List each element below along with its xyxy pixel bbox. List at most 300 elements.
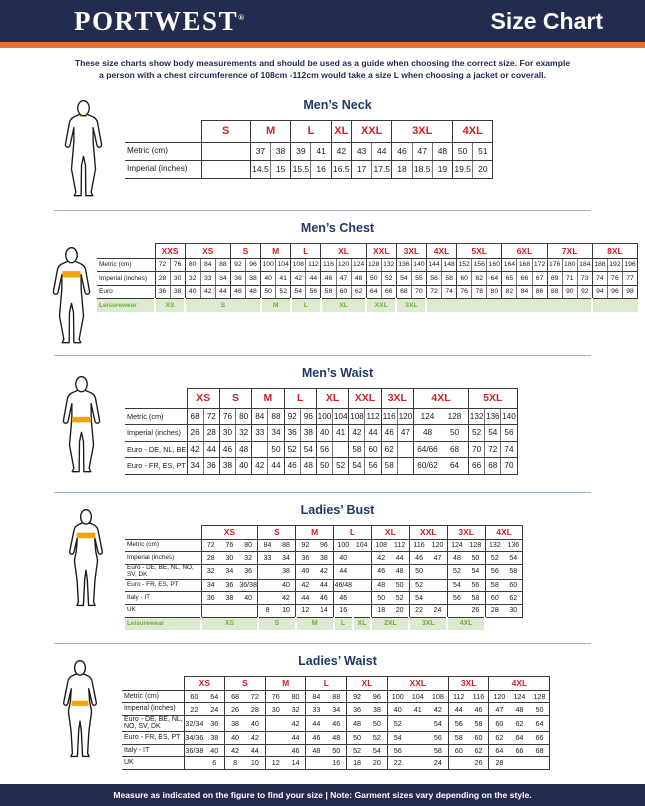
- size-cell: 60/62: [414, 458, 442, 475]
- size-cell: 52: [390, 592, 409, 605]
- table-title: Ladies’ Waist: [298, 653, 377, 668]
- row-label: Euro - DE, BE, NL, NO, SV, DK: [125, 564, 201, 579]
- size-cell: 56: [365, 458, 381, 475]
- size-cell: 28: [155, 272, 170, 286]
- size-cell: 68: [187, 408, 203, 425]
- size-cell: 12: [296, 604, 315, 617]
- size-cell: 40: [316, 425, 332, 442]
- size-group-header: 8XL: [592, 243, 637, 258]
- size-cell: 44: [334, 564, 353, 579]
- size-cell: 42: [286, 715, 306, 731]
- size-cell: 40: [225, 732, 245, 745]
- leisurewear-cell: 3XL: [396, 299, 426, 312]
- row-label: Metric (cm): [97, 258, 155, 272]
- size-cell: 120: [428, 539, 447, 552]
- row-label: Metric (cm): [125, 142, 201, 160]
- size-cell: 176: [547, 258, 562, 272]
- size-cell: 48: [351, 272, 366, 286]
- size-header-row: [125, 525, 523, 539]
- size-cell: 48: [326, 732, 346, 745]
- leisurewear-cell: 3XL: [409, 617, 447, 630]
- size-cell: 66: [509, 744, 529, 757]
- size-cell: 42: [225, 744, 245, 757]
- size-cell: 70: [501, 458, 517, 475]
- size-cell: 33: [252, 425, 268, 442]
- size-cell: 120: [489, 690, 509, 703]
- size-cell: 136: [485, 408, 501, 425]
- size-cell: 50: [261, 285, 276, 299]
- leisurewear-label: Leisurewear: [125, 617, 201, 630]
- size-cell: 18: [371, 604, 390, 617]
- size-group-header: 5XL: [457, 243, 502, 258]
- size-cell: 24: [428, 757, 448, 770]
- section-mens-neck: [0, 98, 645, 210]
- row-label: Imperial (inches): [125, 425, 187, 442]
- size-cell: 54: [428, 715, 448, 731]
- size-cell: 44: [215, 285, 230, 299]
- size-group-header: XS: [201, 525, 258, 539]
- size-cell: [252, 441, 268, 458]
- size-cell: 56: [316, 441, 332, 458]
- size-cell: 42: [428, 703, 448, 716]
- size-cell: 84: [517, 285, 532, 299]
- size-cell: [408, 757, 428, 770]
- size-cell: 52: [387, 715, 407, 731]
- size-cell: 88: [547, 285, 562, 299]
- size-cell: 47: [397, 425, 413, 442]
- size-group-header: M: [261, 243, 291, 258]
- size-cell: 64: [509, 732, 529, 745]
- size-cell: 26: [225, 703, 245, 716]
- size-group-header: L: [306, 676, 347, 690]
- size-cell: 34: [187, 458, 203, 475]
- size-cell: 10: [245, 757, 265, 770]
- size-cell: 38: [271, 142, 291, 160]
- size-group-header: L: [284, 388, 316, 408]
- size-cell: 12: [265, 757, 285, 770]
- size-cell: 46: [219, 441, 235, 458]
- size-cell: 58: [504, 564, 523, 579]
- size-cell: 50: [347, 732, 367, 745]
- size-cell: 72: [485, 441, 501, 458]
- size-cell: 48: [390, 564, 409, 579]
- size-group-header: 3XL: [396, 243, 426, 258]
- size-cell: [226, 160, 251, 178]
- size-cell: 34: [268, 425, 284, 442]
- measurement-row: [125, 564, 523, 579]
- size-cell: 60: [504, 579, 523, 592]
- size-cell: 32: [239, 552, 258, 565]
- size-cell: 88: [277, 539, 296, 552]
- row-label: Imperial (inches): [125, 160, 201, 178]
- size-cell: 56: [466, 579, 485, 592]
- size-cell: 152: [457, 258, 472, 272]
- size-cell: 96: [300, 408, 316, 425]
- row-label: Euro - DE, BE, NL, NO, SV, DK: [124, 715, 183, 731]
- size-cell: 100: [261, 258, 276, 272]
- size-group-header: 4XL: [489, 676, 550, 690]
- size-cell: 50: [441, 425, 469, 442]
- size-cell: 60: [448, 744, 468, 757]
- size-cell: 52: [409, 579, 428, 592]
- size-cell: 38: [246, 272, 261, 286]
- size-cell: 124: [351, 258, 366, 272]
- size-cell: [428, 592, 447, 605]
- size-cell: 34/36: [185, 733, 204, 743]
- size-cell: 124: [414, 408, 442, 425]
- measurement-row: [125, 552, 523, 565]
- size-cell: 16.5: [331, 160, 351, 178]
- size-cell: [239, 604, 258, 617]
- size-group-header: M: [252, 388, 284, 408]
- row-label: Italy - IT: [122, 744, 184, 757]
- size-cell: 92: [577, 285, 592, 299]
- size-cell: 72: [155, 258, 170, 272]
- size-cell: 42: [315, 564, 334, 579]
- size-cell: 140: [411, 258, 426, 272]
- size-cell: 56: [485, 564, 504, 579]
- size-cell: 60: [184, 690, 204, 703]
- size-cell: 58: [469, 715, 489, 731]
- size-chart-sections: [0, 88, 645, 784]
- brand-text: PORTWEST: [74, 5, 239, 36]
- size-cell: 168: [517, 258, 532, 272]
- size-cell: 82: [502, 285, 517, 299]
- size-header-row: [125, 388, 517, 408]
- size-cell: 40: [245, 715, 265, 731]
- ladies-waist-table: [122, 676, 550, 770]
- size-cell: 54: [466, 564, 485, 579]
- row-label: Metric (cm): [125, 539, 201, 552]
- size-cell: 32/34: [184, 715, 204, 731]
- size-cell: 42: [200, 285, 215, 299]
- size-group-header: 3XL: [448, 676, 489, 690]
- row-label: Imperial (inches): [122, 703, 184, 716]
- size-cell: 50: [466, 552, 485, 565]
- size-cell: 76: [265, 690, 285, 703]
- size-cell: 132: [485, 539, 504, 552]
- section-mens-chest: [0, 221, 645, 355]
- size-cell: 36: [347, 703, 367, 716]
- size-header-row: [125, 120, 493, 142]
- size-group-header: 4XL: [426, 243, 456, 258]
- size-cell: 62: [509, 715, 529, 731]
- row-label: UK: [122, 757, 184, 770]
- size-cell: 16: [334, 604, 353, 617]
- size-cell: 46: [371, 564, 390, 579]
- section-ladies-waist: [0, 654, 645, 784]
- size-cell: 50: [409, 564, 428, 579]
- size-cell: 22: [184, 703, 204, 716]
- size-cell: [397, 458, 413, 475]
- size-group-header: XS: [185, 243, 230, 258]
- size-cell: 30: [504, 604, 523, 617]
- size-cell: 132: [381, 258, 396, 272]
- size-cell: 108: [428, 690, 448, 703]
- size-cell: 33: [306, 703, 326, 716]
- size-cell: 56: [501, 425, 517, 442]
- leisurewear-cell: 4XL: [447, 617, 485, 630]
- footer-note: Measure as indicated on the figure to find your size | Note: Garment sizes vary depending on the style.: [113, 789, 532, 800]
- leisurewear-cell: L: [334, 617, 353, 630]
- size-cell: 46: [381, 425, 397, 442]
- size-cell: [226, 142, 251, 160]
- size-cell: 26: [187, 425, 203, 442]
- leisurewear-cell: L: [291, 299, 321, 312]
- size-cell: [509, 757, 529, 770]
- size-group-header: S: [219, 388, 251, 408]
- size-cell: 40: [334, 552, 353, 565]
- size-group-header: 5XL: [469, 388, 518, 408]
- row-label: Euro - FR, ES, PT: [122, 732, 184, 745]
- female-figure-bust-icon: [58, 509, 114, 616]
- size-cell: 160: [487, 258, 502, 272]
- size-cell: 28: [245, 703, 265, 716]
- size-cell: 40: [296, 564, 315, 579]
- leisurewear-cell: 2XL: [371, 617, 409, 630]
- size-group-header: M: [296, 525, 334, 539]
- size-cell: 92: [284, 408, 300, 425]
- size-cell: 44: [315, 579, 334, 592]
- size-cell: 6: [204, 757, 224, 770]
- intro-line-1: These size charts show body measurements and should be used as a guide when choosing the correct size. For example: [74, 58, 571, 68]
- measurement-row: [97, 272, 638, 286]
- size-cell: 66: [530, 732, 550, 745]
- male-figure-neck-icon: [56, 100, 111, 205]
- size-cell: 48: [347, 715, 367, 731]
- size-cell: [258, 592, 277, 605]
- size-cell: 104: [353, 539, 372, 552]
- size-cell: 50: [366, 272, 381, 286]
- leisurewear-cell: M: [261, 299, 291, 312]
- size-cell: 88: [268, 408, 284, 425]
- size-cell: 112: [306, 258, 321, 272]
- size-cell: 48: [447, 552, 466, 565]
- row-label: Euro - FR, ES, PT: [125, 458, 187, 475]
- size-cell: 55: [411, 272, 426, 286]
- size-cell: 44: [203, 441, 219, 458]
- size-cell: 96: [607, 285, 622, 299]
- size-cell: 36: [204, 715, 224, 731]
- size-cell: 148: [442, 258, 457, 272]
- size-cell: [530, 757, 550, 770]
- size-cell: [448, 757, 468, 770]
- row-label: Euro - DE, NL, BE: [125, 441, 187, 458]
- size-cell: 36: [220, 579, 239, 592]
- size-header-row: [97, 243, 638, 258]
- section-divider: [54, 492, 591, 493]
- size-cell: 14.5: [250, 160, 270, 178]
- size-cell: [428, 579, 447, 592]
- size-cell: 74: [592, 272, 607, 286]
- size-cell: 38: [220, 592, 239, 605]
- size-cell: 72: [426, 285, 441, 299]
- size-cell: 36: [201, 592, 220, 605]
- measurement-row: [122, 703, 550, 716]
- row-label: Imperial (inches): [125, 552, 201, 565]
- size-cell: [353, 552, 372, 565]
- size-cell: 60: [485, 592, 504, 605]
- size-cell: 100: [316, 408, 332, 425]
- size-cell: 40: [239, 592, 258, 605]
- size-cell: 184: [577, 258, 592, 272]
- size-cell: 60: [336, 285, 351, 299]
- size-cell: 56: [428, 732, 448, 745]
- leisurewear-cell: M: [296, 617, 334, 630]
- size-group-header: XS: [187, 388, 219, 408]
- size-cell: 41: [408, 703, 428, 716]
- size-cell: 56: [426, 272, 441, 286]
- row-label: Italy - IT: [125, 592, 201, 605]
- size-cell: 68: [485, 458, 501, 475]
- size-cell: 48: [509, 703, 529, 716]
- size-cell: 32: [286, 703, 306, 716]
- size-cell: 88: [326, 690, 346, 703]
- size-cell: 50: [530, 703, 550, 716]
- size-group-header: XL: [321, 243, 366, 258]
- size-cell: 96: [367, 690, 387, 703]
- size-cell: 92: [347, 690, 367, 703]
- size-cell: 44: [296, 592, 315, 605]
- size-cell: 33: [200, 272, 215, 286]
- size-group-header: S: [258, 525, 296, 539]
- size-cell: 24: [204, 703, 224, 716]
- size-cell: 128: [441, 408, 469, 425]
- size-cell: [447, 604, 466, 617]
- size-cell: 41: [311, 142, 331, 160]
- intro-text: [30, 58, 615, 82]
- brand-logo: [74, 5, 245, 36]
- size-cell: 64: [530, 715, 550, 731]
- size-cell: 112: [448, 690, 468, 703]
- size-cell: 54: [504, 552, 523, 565]
- size-cell: 72: [201, 539, 220, 552]
- size-cell: 50: [453, 142, 473, 160]
- size-cell: 47: [489, 703, 509, 716]
- section-ladies-bust: [0, 503, 645, 643]
- page-title: Size Chart: [490, 7, 603, 34]
- size-cell: 48: [246, 285, 261, 299]
- leisurewear-cell: [592, 299, 637, 312]
- size-cell: 58: [428, 744, 448, 757]
- size-cell: 52: [381, 272, 396, 286]
- size-cell: 128: [366, 258, 381, 272]
- table-title: Men’s Waist: [301, 365, 374, 380]
- size-cell: 58: [466, 592, 485, 605]
- size-cell: 41: [333, 425, 349, 442]
- size-group-header: L: [291, 120, 331, 142]
- leisurewear-cell: [485, 617, 523, 630]
- size-cell: 92: [296, 539, 315, 552]
- size-cell: 54: [396, 272, 411, 286]
- size-cell: 44: [268, 458, 284, 475]
- size-cell: 48: [414, 425, 442, 442]
- size-cell: 17: [351, 160, 371, 178]
- size-cell: 42: [349, 425, 365, 442]
- measurement-row: [125, 592, 523, 605]
- measurement-row: [122, 715, 550, 731]
- size-cell: [220, 604, 239, 617]
- size-group-header: M: [265, 676, 306, 690]
- size-cell: 68: [530, 744, 550, 757]
- size-cell: 47: [412, 142, 432, 160]
- size-cell: 36: [296, 552, 315, 565]
- size-cell: 80: [236, 408, 252, 425]
- size-cell: 90: [562, 285, 577, 299]
- size-cell: 44: [306, 272, 321, 286]
- size-cell: 38: [315, 552, 334, 565]
- size-cell: 74: [442, 285, 457, 299]
- size-cell: 62: [351, 285, 366, 299]
- size-cell: [201, 160, 226, 178]
- size-group-header: XXL: [349, 388, 381, 408]
- size-group-header: XL: [316, 388, 348, 408]
- leisurewear-cell: XL: [321, 299, 366, 312]
- size-cell: 52: [367, 732, 387, 745]
- size-cell: 116: [321, 258, 336, 272]
- mens-chest-table: [97, 243, 638, 312]
- size-cell: 14: [315, 604, 334, 617]
- leisurewear-cell: XS: [201, 617, 258, 630]
- size-cell: 48: [300, 458, 316, 475]
- size-cell: 46: [306, 732, 326, 745]
- size-cell: 28: [203, 425, 219, 442]
- size-cell: 38: [204, 732, 224, 745]
- size-cell: [306, 757, 326, 770]
- size-cell: 144: [426, 258, 441, 272]
- size-cell: 42: [187, 441, 203, 458]
- size-cell: [408, 744, 428, 757]
- size-cell: 116: [409, 539, 428, 552]
- size-cell: 54: [349, 458, 365, 475]
- size-cell: [353, 592, 372, 605]
- size-group-header: 4XL: [453, 120, 493, 142]
- size-cell: 64: [487, 272, 502, 286]
- size-cell: 112: [365, 408, 381, 425]
- size-cell: 17.5: [372, 160, 392, 178]
- size-cell: 60: [457, 272, 472, 286]
- size-cell: 94: [592, 285, 607, 299]
- size-group-header: 7XL: [547, 243, 592, 258]
- size-cell: 37: [250, 142, 270, 160]
- size-cell: [353, 579, 372, 592]
- size-cell: 8: [225, 757, 245, 770]
- size-cell: 120: [336, 258, 351, 272]
- size-cell: 52: [469, 425, 485, 442]
- size-cell: 22: [409, 604, 428, 617]
- size-cell: 62: [489, 732, 509, 745]
- size-cell: 68: [441, 441, 469, 458]
- size-cell: 64/66: [414, 441, 442, 458]
- table-title: Men’s Neck: [303, 97, 372, 112]
- measurement-row: [125, 160, 493, 178]
- size-cell: 66: [381, 285, 396, 299]
- row-label: Euro: [97, 285, 155, 299]
- size-cell: 50: [390, 579, 409, 592]
- size-cell: 10: [277, 604, 296, 617]
- size-cell: 124: [509, 690, 529, 703]
- size-cell: [265, 732, 285, 745]
- size-cell: 18.5: [412, 160, 432, 178]
- size-group-header: 4XL: [485, 525, 523, 539]
- size-cell: 36: [239, 564, 258, 579]
- size-cell: 44: [365, 425, 381, 442]
- size-cell: 51: [473, 142, 493, 160]
- size-cell: 20: [390, 604, 409, 617]
- size-cell: 38: [367, 703, 387, 716]
- size-cell: 26: [469, 757, 489, 770]
- row-label: Metric (cm): [122, 690, 184, 703]
